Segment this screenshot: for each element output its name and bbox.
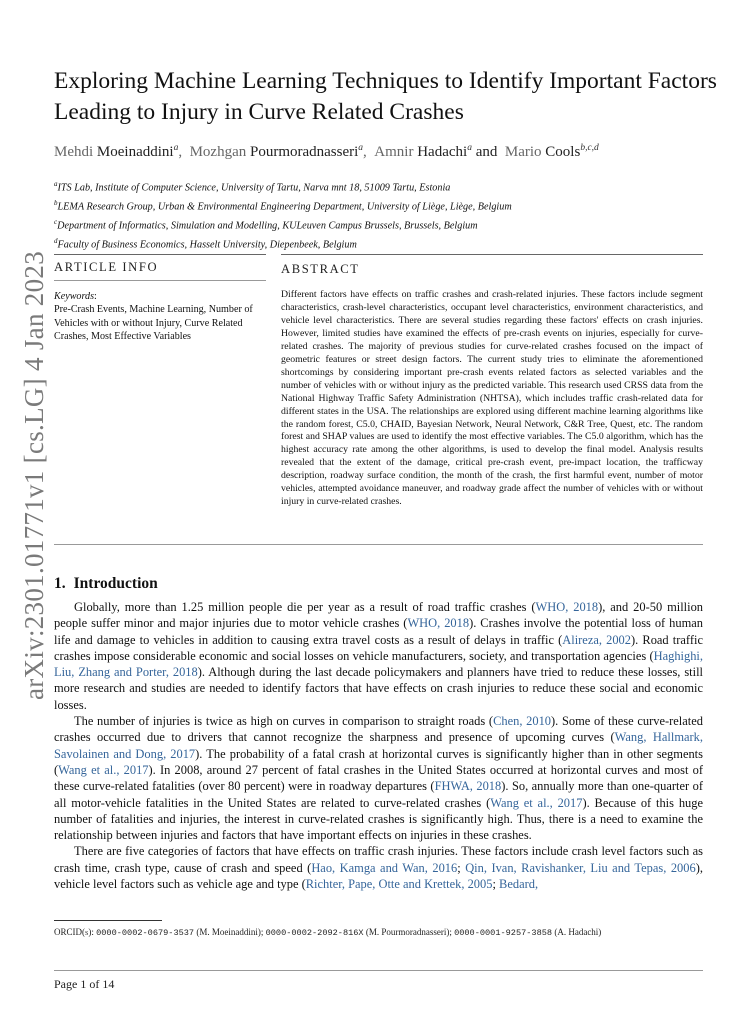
intro-paragraph-3 (54, 843, 703, 892)
intro-paragraph-1 (54, 599, 703, 713)
divider-top-right (281, 254, 703, 255)
orcid-name: (M. Moeinaddini); (194, 927, 266, 937)
author-affiliation-mark: a (358, 143, 364, 153)
intro-paragraph-2 (54, 713, 703, 843)
footnote-divider (54, 920, 162, 921)
citation-link[interactable]: Wang et al., 2017 (58, 762, 149, 777)
author-affiliation-mark: a (173, 143, 179, 153)
author-separator: , (178, 144, 190, 160)
author (54, 144, 178, 160)
citation-link[interactable]: Richter, Pape, Otte and Krettek, 2005 (305, 877, 493, 892)
paragraph-text: The number of injuries is twice as high on curves in comparison to straight roads ( (74, 714, 494, 729)
orcid-id[interactable]: 0000-0002-2092-816X (265, 928, 364, 938)
author (374, 144, 472, 160)
paragraph-text: ). The probability of a fatal crash at horizontal curves is significantly higher than in other segments ( (54, 746, 703, 777)
arxiv-stamp-container (10, 240, 60, 710)
paragraph-text: There are five categories of factors that have effects on traffic crash injuries. These factors include crash level factors such as crash time, crash type, cause of crash and speed ( (54, 844, 703, 875)
paragraph-text: Globally, more than 1.25 million people die per year as a result of road traffic crashes ( (74, 600, 536, 614)
divider-article-info (54, 280, 266, 281)
affiliation-text: Department of Informatics, Simulation and Modelling, KULeuven Campus Brussels, Brussels, Belgium (57, 220, 478, 232)
paragraph-text: ). Although during the last decade policymakers and planners have tried to reduce these losses, still more research and studies are needed to identify factors that have effects on crash injuries to reduce these social and economic losses. (54, 665, 703, 712)
page-number: Page 1 of 14 (54, 977, 115, 991)
citation-link[interactable]: Chen, 2010 (493, 714, 552, 729)
affiliation-mark: c (54, 217, 58, 226)
keywords-colon: : (94, 291, 97, 302)
affiliation (54, 177, 734, 196)
abstract-heading: ABSTRACT (281, 262, 360, 276)
author-affiliation-mark: a (467, 143, 472, 153)
citation-link[interactable]: Hao, Kamga and Wan, 2016 (311, 860, 458, 875)
section-title: Introduction (73, 575, 158, 592)
citation-link[interactable]: Bedard, (499, 877, 539, 892)
paragraph-text: ). Some of these curve-related crashes occurred due to drivers that cannot recognize the sharpness and presence of upcoming curves ( (54, 714, 703, 745)
affiliation-list (54, 177, 734, 253)
paragraph-text: ; (492, 877, 500, 892)
author-list (54, 143, 734, 161)
citation-link[interactable]: Wang et al., 2017 (490, 795, 583, 810)
paragraph-text: ), and 20-50 million people suffer minor and major injuries due to motor vehicle crashes ( (54, 600, 704, 631)
paragraph-text: ). In 2008, around 27 percent of fatal crashes in the United States occurred at horizontal curves and most of these curve-related fatalities (over 80 percent) were in roadway departures ( (54, 762, 703, 794)
author-surname: Cools (545, 144, 581, 160)
affiliation-text: LEMA Research Group, Urban & Environmental Engineering Department, University of Liège, Liège, Belgium (57, 201, 512, 213)
paragraph-text: ). Crashes involve the potential loss of human life and damage to vehicles in addition to causing extra travel costs as a result of delays in traffic ( (54, 616, 704, 647)
orcid-id[interactable]: 0000-0001-9257-3858 (454, 928, 553, 938)
affiliation-text: ITS Lab, Institute of Computer Science, University of Tartu, Narva mnt 18, 51009 Tartu, Estonia (57, 182, 451, 194)
author-affiliation-mark: b,c,d (580, 143, 599, 153)
affiliation-mark: b (54, 198, 58, 207)
author-and: and (471, 144, 505, 160)
orcid-name: (M. Pourmoradnasseri); (363, 927, 455, 937)
citation-link[interactable]: Qin, Ivan, Ravishanker, Liu and Tepas, 2006 (465, 860, 696, 875)
affiliation-mark: a (54, 180, 58, 188)
paragraph-text: ). Because of this huge number of fatalities and injuries, the interest in curve-related crashes is significantly high. Thus, there is a need to examine the relationship between injuries and factors that have important effects on injuries in these crashes. (54, 795, 703, 843)
orcid-name: (A. Hadachi) (552, 927, 602, 937)
author-surname: Hadachi (417, 144, 468, 160)
keywords-label: Keywords (54, 291, 95, 302)
divider-bottom (54, 544, 703, 545)
affiliation (54, 215, 734, 234)
footer-divider (54, 970, 703, 971)
author (505, 144, 599, 160)
paragraph-text: ). So, annually more than one-quarter of all motor-vehicle fatalities in the United States are related to curve-related crashes ( (54, 779, 703, 810)
author-separator: , (363, 144, 375, 160)
citation-link[interactable]: FHWA, 2018 (434, 779, 502, 794)
keywords-text: Pre-Crash Events, Machine Learning, Number of Vehicles with or without Injury, Curve Related Crashes, Most Effective Variables (54, 304, 253, 342)
affiliation (54, 234, 734, 253)
orcid-id[interactable]: 0000-0002-0679-3537 (96, 928, 195, 938)
paper-title: Exploring Machine Learning Techniques to Identify Important Factors Leading to Injury in Curve Related Crashes (54, 68, 717, 125)
keywords-label-line (54, 290, 266, 303)
section-number: 1. (54, 575, 66, 592)
divider-top-left (54, 254, 266, 255)
author-surname: Moeinaddini (96, 144, 174, 160)
introduction-body (54, 599, 703, 892)
orcid-label: ORCID(s): (54, 927, 97, 937)
affiliation (54, 196, 734, 215)
paragraph-text: ), vehicle level factors such as vehicle age and type ( (54, 860, 703, 892)
citation-link[interactable]: Haghighi, Liu, Zhang and Porter, 2018 (54, 648, 703, 680)
author (190, 144, 363, 160)
section-heading-introduction (54, 575, 158, 593)
keywords-block (54, 290, 266, 343)
arxiv-stamp: arXiv:2301.01771v1 [cs.LG] 4 Jan 2023 (19, 250, 50, 700)
abstract-text: Different factors have effects on traffic crashes and crash-related injuries. These factors include segment characteristics, crash-level characteristics, occupant level characteristics, environment characteristics, and vehicle level characteristics. There are several studies regarding these factors' effects on crash injuries. However, limited studies have examined the effects of pre-crash events on injuries, especially for curve-related crashes. The majority of previous studies for curve-related crashes focused on the impact of geometric features or street design factors. The current study tries to eliminate the aforementioned shortcomings by considering important pre-crash events related factors as selected variables and the number of vehicles with or without injury as the predicted variable. This research used CRSS data from the National Highway Traffic Safety Administration (NHTSA), which includes traffic crash-related data for different states in the USA. The relationships are explored using different machine learning algorithms like the random forest, C5.0, CHAID, Bayesian Network, Neural Network, C&R Tree, Quest, etc. The random forest and SHAP values are used to identify the most effective variables. The C5.0 algorithm, which has the highest accuracy rate among the other algorithms, is used to develop the final model. Analysis results revealed that the extent of the damage, critical pre-crash event, pre-impact location, the trafficway description, roadway surface condition, the month of the crash, the first harmful event, number of motor vehicles, attempted avoidance maneuver, and roadway grade affect the number of vehicles with or without injury in curve-related crashes. (281, 289, 703, 508)
citation-link[interactable]: WHO, 2018 (535, 600, 599, 614)
author-given-name: Mehdi (54, 144, 97, 160)
author-surname: Pourmoradnasseri (249, 144, 359, 160)
citation-link[interactable]: WHO, 2018 (407, 616, 470, 631)
paragraph-text: ). Road traffic crashes impose considerable economic and social losses on vehicle manufacturers, society, and transportation agencies ( (54, 632, 703, 663)
citation-link[interactable]: Wang, Hallmark, Savolainen and Dong, 2017 (54, 730, 703, 761)
article-info-heading: ARTICLE INFO (54, 260, 159, 274)
author-given-name: Amnir (374, 144, 418, 160)
author-given-name: Mario (504, 144, 546, 160)
citation-link[interactable]: Alireza, 2002 (562, 632, 631, 647)
affiliation-mark: d (54, 236, 58, 245)
orcid-footnote (54, 926, 703, 940)
affiliation-text: Faculty of Business Economics, Hasselt University, Diepenbeek, Belgium (57, 239, 357, 251)
paragraph-text: ; (457, 860, 466, 875)
author-given-name: Mozhgan (189, 144, 250, 160)
